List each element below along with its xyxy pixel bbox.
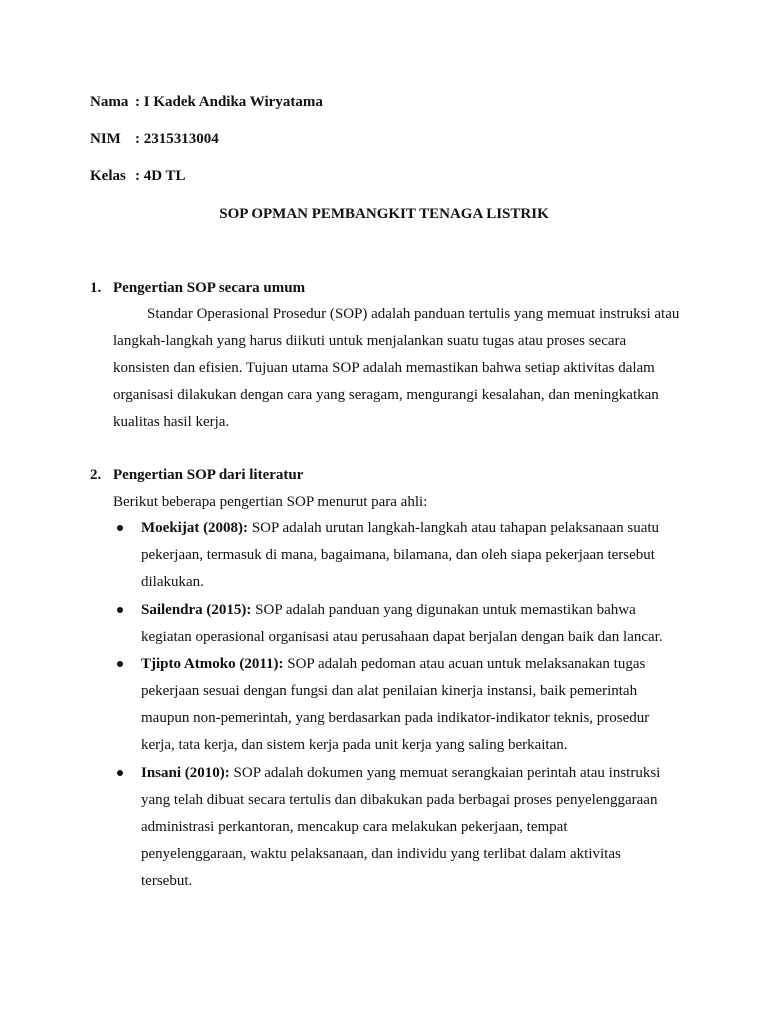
literature-text: pekerjaan sesuai dengan fungsi dan alat penilaian kinerja instansi, baik pemerintah (141, 683, 638, 699)
section-1-heading (90, 278, 305, 298)
student-nim-row (90, 129, 219, 149)
document-title: SOP OPMAN PEMBANGKIT TENAGA LISTRIK (219, 206, 549, 222)
student-class-row (90, 166, 186, 186)
nim-value: : 2315313004 (135, 131, 219, 147)
paragraph-line: Standar Operasional Prosedur (SOP) adalah panduan tertulis yang memuat instruksi atau (147, 306, 680, 322)
literature-item-text (141, 651, 681, 759)
literature-text: pekerjaan, termasuk di mana, bagaimana, bilamana, dan oleh siapa pekerjaan tersebut (141, 547, 655, 563)
literature-author: Tjipto Atmoko (2011): (141, 656, 284, 672)
bullet-icon (117, 661, 123, 667)
nim-label: NIM (90, 131, 121, 147)
literature-text: dilakukan. (141, 574, 204, 590)
bullet-icon (117, 525, 123, 531)
name-value: : I Kadek Andika Wiryatama (135, 94, 323, 110)
literature-text: SOP adalah panduan yang digunakan untuk memastikan bahwa (251, 602, 636, 618)
literature-text: kegiatan operasional organisasi atau perusahaan dapat berjalan dengan baik dan lancar. (141, 629, 663, 645)
section-2-heading (90, 465, 303, 485)
section-1-title: Pengertian SOP secara umum (113, 280, 306, 296)
literature-text: maupun non-pemerintah, yang berdasarkan pada indikator-indikator teknis, prosedur (141, 710, 650, 726)
bullet-icon (117, 770, 123, 776)
section-1-paragraph (113, 301, 683, 436)
paragraph-line: konsisten dan efisien. Tujuan utama SOP adalah memastikan bahwa setiap aktivitas dalam (113, 360, 655, 376)
literature-text: SOP adalah urutan langkah-langkah atau tahapan pelaksanaan suatu (248, 520, 660, 536)
paragraph-line: langkah-langkah yang harus diikuti untuk menjalankan suatu tugas atau proses secara (113, 333, 627, 349)
section-2-intro: Berikut beberapa pengertian SOP menurut para ahli: (113, 494, 428, 510)
literature-author: Moekijat (2008): (141, 520, 249, 536)
literature-text: tersebut. (141, 873, 193, 889)
name-label: Nama (90, 94, 129, 110)
literature-author: Insani (2010): (141, 765, 230, 781)
paragraph-line: organisasi dilakukan dengan cara yang seragam, mengurangi kesalahan, dan meningkatkan (113, 387, 659, 403)
student-name-row (90, 92, 323, 112)
literature-item-text (141, 760, 681, 895)
literature-text: yang telah dibuat secara tertulis dan dibakukan pada berbagai proses penyelenggaraan (141, 792, 658, 808)
kelas-value: : 4D TL (135, 168, 186, 184)
literature-text: SOP adalah dokumen yang memuat serangkaian perintah atau instruksi (229, 765, 661, 781)
paragraph-line: kualitas hasil kerja. (113, 414, 230, 430)
literature-item-text (141, 597, 681, 651)
section-2-number: 2. (90, 467, 102, 483)
literature-text: kerja, tata kerja, dan sistem kerja pada unit kerja yang saling berkaitan. (141, 737, 568, 753)
literature-text: SOP adalah pedoman atau acuan untuk melaksanakan tugas (283, 656, 646, 672)
bullet-icon (117, 607, 123, 613)
kelas-label: Kelas (90, 168, 126, 184)
literature-item-text (141, 515, 681, 596)
literature-text: administrasi perkantoran, mencakup cara melakukan pekerjaan, tempat (141, 819, 568, 835)
literature-author: Sailendra (2015): (141, 602, 252, 618)
literature-text: penyelenggaraan, waktu pelaksanaan, dan individu yang terlibat dalam aktivitas (141, 846, 621, 862)
section-1-number: 1. (90, 280, 102, 296)
section-2-title: Pengertian SOP dari literatur (113, 467, 304, 483)
